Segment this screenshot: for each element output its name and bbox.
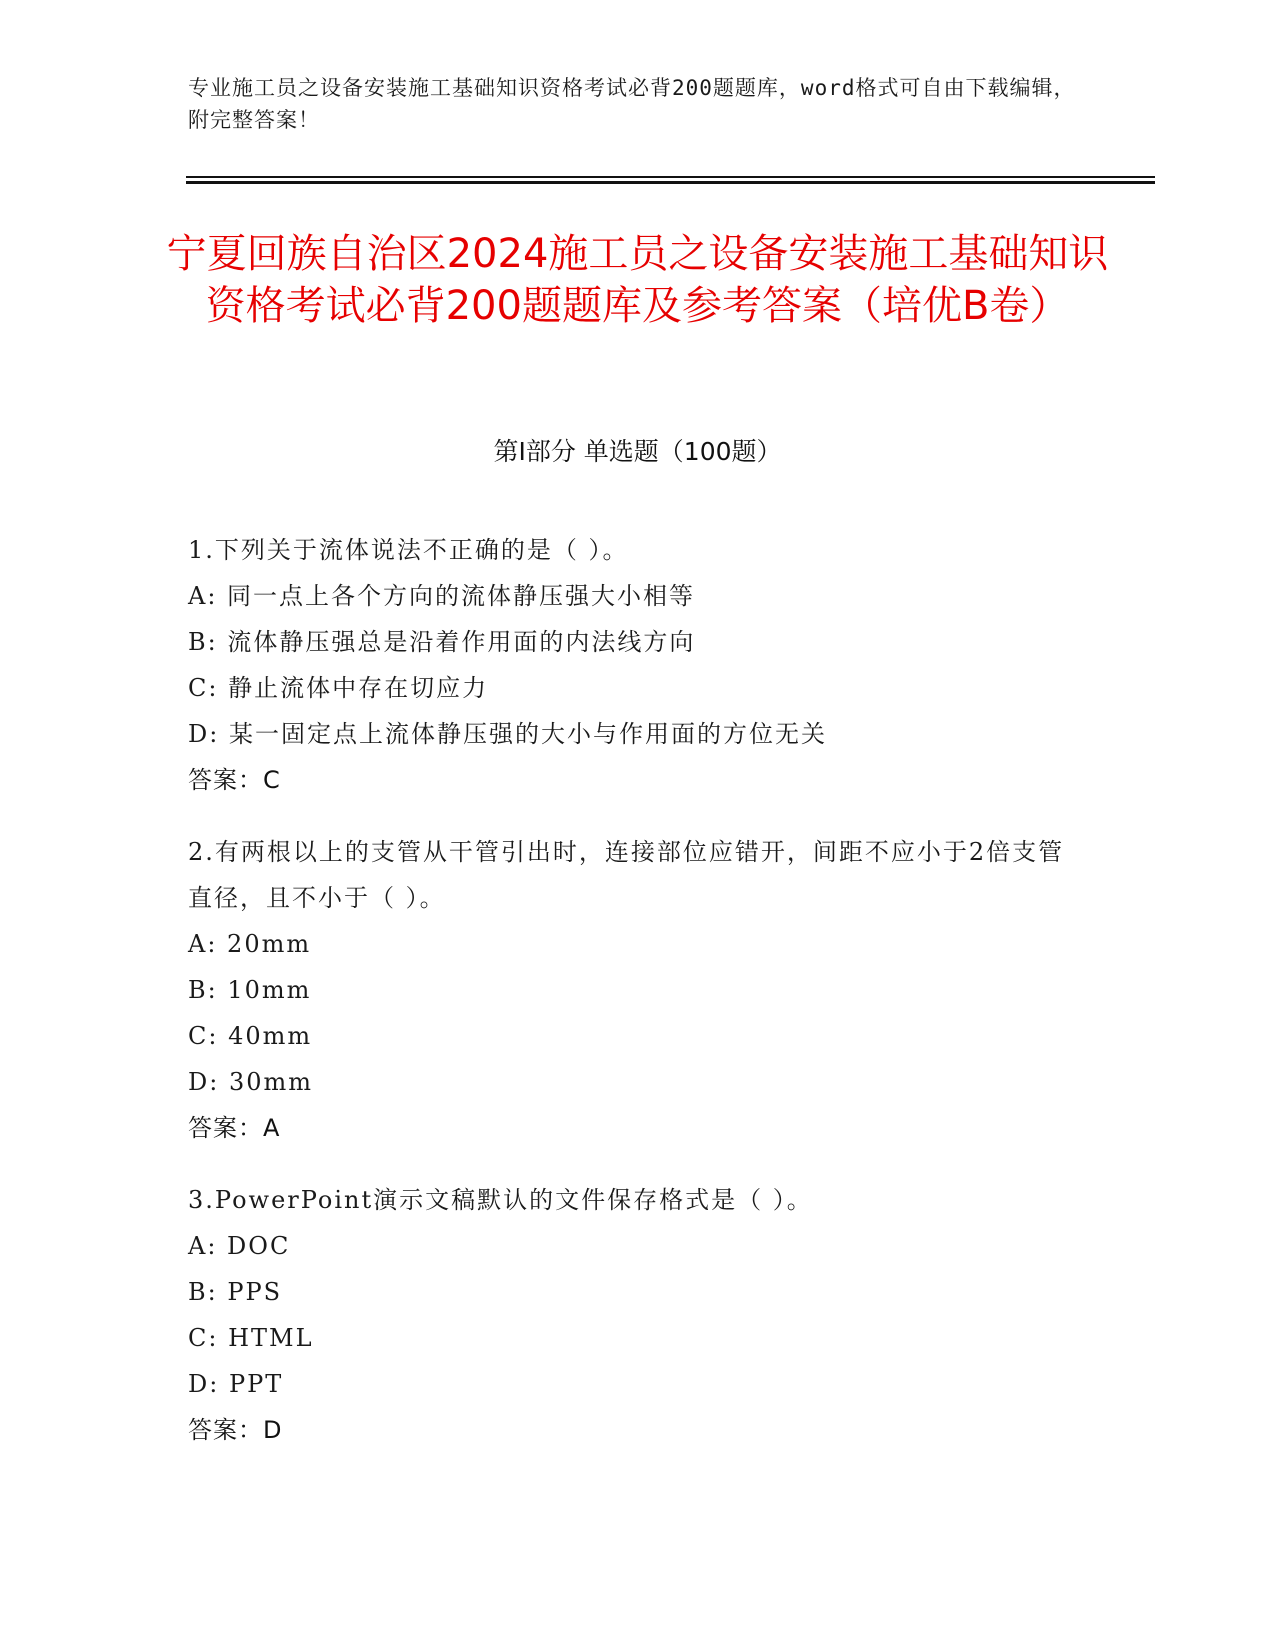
- answer: 答案：D: [188, 1416, 283, 1444]
- document-title: 宁夏回族自治区2024施工员之设备安装施工基础知识资格考试必背200题题库及参考答案（培优B卷）: [166, 231, 1109, 329]
- option-b: B: 10mm: [188, 976, 312, 1004]
- option-b: B: 流体静压强总是沿着作用面的内法线方向: [188, 628, 696, 656]
- section-title: 第Ⅰ部分 单选题（100题）: [493, 437, 782, 466]
- option-c: C: 40mm: [188, 1022, 313, 1050]
- option-d: D: PPT: [188, 1370, 284, 1398]
- option-c: C: 静止流体中存在切应力: [188, 674, 489, 702]
- header-note: 专业施工员之设备安装施工基础知识资格考试必背200题题库，word格式可自由下载编辑，附完整答案！: [188, 76, 1076, 132]
- answer: 答案：C: [188, 766, 281, 794]
- option-b: B: PPS: [188, 1278, 283, 1306]
- answer: 答案：A: [188, 1114, 281, 1142]
- question-2: [188, 829, 1068, 1151]
- question-stem: 1.下列关于流体说法不正确的是（ ）。: [188, 536, 629, 564]
- question-3: [188, 1177, 1068, 1453]
- option-a: A: 20mm: [188, 930, 312, 958]
- header-divider-thick: [186, 181, 1155, 184]
- option-a: A: 同一点上各个方向的流体静压强大小相等: [188, 582, 696, 610]
- option-c: C: HTML: [188, 1324, 314, 1352]
- option-d: D: 30mm: [188, 1068, 314, 1096]
- option-d: D: 某一固定点上流体静压强的大小与作用面的方位无关: [188, 720, 827, 748]
- question-list: [188, 527, 1068, 1479]
- question-1: [188, 527, 1068, 803]
- header-divider-thin: [186, 176, 1155, 178]
- question-stem: 2.有两根以上的支管从干管引出时，连接部位应错开，间距不应小于2倍支管直径，且不小于（ ）。: [188, 838, 1065, 912]
- question-stem: 3.PowerPoint演示文稿默认的文件保存格式是（ ）。: [188, 1186, 813, 1214]
- option-a: A: DOC: [188, 1232, 291, 1260]
